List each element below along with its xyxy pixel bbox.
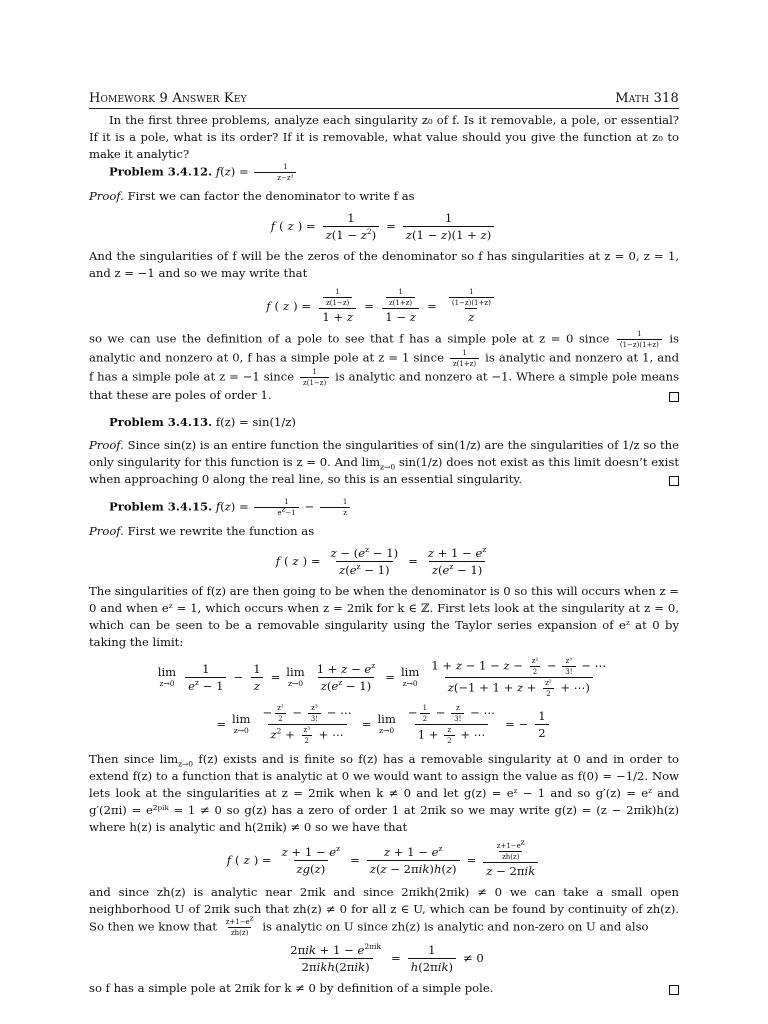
intro-paragraph: In the first three problems, analyze each singularity z₀ of f. Is it removable, a pole, or essential? If it is a pole, what is its order? If it is removable, what value should you give the function at z₀ to make it analytic? — [89, 113, 679, 161]
proof-label: Proof. — [89, 524, 124, 538]
proof-label: Proof. — [89, 438, 124, 452]
equation-limit-2: = lim z→0 − $\frac{\text{z²}}{2}$ − $\frac{\text{z³}}{3!}$ − ⋯ $z^2$ + $\frac{\text{z³}}{2}$ + ⋯ = lim z→0 − $\frac{1}{2}$ − $\frac{z}{3!}$ − ⋯ 1 + $\frac{z}{2}$ + ⋯ = − $\frac{1}{2}$ — [89, 704, 679, 745]
proof-1-singularities: And the singularities of f will be the zeros of the denominator so f has singularities at z = 0, z = 1, and z = −1 and so we may write that — [89, 249, 679, 280]
equation-partial: f ( z ) = $\frac{\frac{1}{z(1-z)}}{1 + z}$ = $\frac{\frac{1}{z(1+z)}}{1 - z}$ = $\frac{\frac{1}{(1-z)(1+z)}}{z}$ — [89, 288, 679, 324]
proof-2: Proof. Since sin(z) is an entire function the singularities of sin(1/z) are the singularities of 1/z so the only singularity for this function is z = 0. And $\lim_{z\to 0} \sin(1/z)$ does not exist as this limit doesn’t exist when approaching 0 along the real line, so this is an essential singularity. — [89, 438, 679, 486]
qed-box — [669, 392, 679, 402]
problem-3-4-12-heading: Problem 3.4.12. f(z) = $\frac{1}{\text{z−z³}}$ — [89, 163, 679, 182]
equation-limit-1: lim z→0 $\frac{1}{e^z - 1}$ − $\frac{1}{z}$ = lim z→0 $\frac{1 + z - e^z}{z(e^z - 1)}$ = lim z→0 1 + z − 1 − z − $\frac{\text{z²}}{2}$ − $\frac{\text{z³}}{3!}$ − ⋯ z(−1 + 1 + z + $\frac{\text{z²}}{2}$ + ⋯) — [157, 657, 607, 698]
document-page — [89, 90, 679, 997]
proof-1-intro: Proof. First we can factor the denominator to write f as — [89, 189, 415, 203]
qed-box — [669, 985, 679, 995]
problem-3-4-15-heading: Problem 3.4.15. f(z) = $\frac{1}{e^z-1}$ − $\frac{1}{z}$ — [89, 498, 679, 517]
equation-pole-form: f ( z ) = $\frac{z + 1 - e^z}{zg(z)}$ = $\frac{z + 1 - e^z}{\text{z(z − 2πik)h(z)}}$ = $\frac{\frac{z+1-e^z}{zh(z)}}{\text{z − 2πik}}$ — [89, 842, 679, 878]
proof-3-removable: Then since $\lim_{z\to 0} f(z)$ exists and is finite so f(z) has a removable singularity at 0 and in order to extend f(z) to a function that is analytic at 0 we would want to assign the value as f(0) = −1/2. Now lets look at the singularities at z = 2πik when k ≠ 0 and let g(z) = eᶻ − 1 and so g′(z) = eᶻ and g′(2πi) = e²ᵖⁱᵏ = 1 ≠ 0 so g(z) has a zero of order 1 at 2πik so we may write g(z) = (z − 2πik)h(z) where h(z) is analytic and h(2πik) ≠ 0 so we have that — [89, 752, 679, 834]
equation-nonzero: $\frac{2\pi ik + 1 - e^{2\pi ik}}{\text{2πikh(2πik)}}$ = $\frac{1}{\text{h(2πik)}}$ ≠ 0 — [290, 942, 484, 974]
proof-3-conclusion: so f has a simple pole at 2πik for k ≠ 0 by definition of a simple pole. — [89, 980, 679, 997]
proof-3-intro: Proof. First we rewrite the function as — [89, 524, 315, 538]
problem-3-4-13-heading: Problem 3.4.13. f(z) = sin(1/z) — [109, 415, 296, 429]
header-title: Homework 9 Answer Key — [89, 91, 247, 106]
proof-label: Proof. — [89, 189, 124, 203]
page-header — [89, 90, 679, 109]
header-course: Math 318 — [615, 91, 679, 106]
proof-3-neighborhood: and since zh(z) is analytic near 2πik and since 2πikh(2πik) ≠ 0 we can take a small open neighborhood U of 2πik such that zh(z) ≠ 0 for all z ∈ U, which can be found by continuity of zh(z). So then we know that $\frac{z+1-e^z}{zh(z)}$ is analytic on U since zh(z) is analytic and non-zero on U and also — [89, 885, 679, 937]
proof-3-singularities: The singularities of f(z) are then going to be when the denominator is 0 so this will occurs when z = 0 and when eᶻ = 1, which occurs when z = 2πik for k ∈ ℤ. First lets look at the singularity at z = 0, which can be seen to be a removable singularity using the Taylor series expansion of eᶻ at 0 by taking the limit: — [89, 584, 679, 649]
proof-1-conclusion: so we can use the definition of a pole to see that f has a simple pole at z = 0 since $\frac{1}{(1-z)(1+z)}$ is analytic and nonzero at 0, f has a simple pole at z = 1 since $\frac{1}{z(1+z)}$ is analytic and nonzero at 1, and f has a simple pole at z = −1 since $\frac{1}{z(1-z)}$ is analytic and nonzero at −1. Where a simple pole means that these are poles of order 1. — [89, 330, 680, 402]
problem-title: Problem 3.4.13. — [109, 415, 213, 429]
equation-rewrite: f ( z ) = $\frac{z - (e^z - 1)}{z(e^z - 1)}$ = $\frac{z + 1 - e^z}{z(e^z - 1)}$ — [275, 545, 487, 577]
qed-box — [669, 476, 679, 486]
equation-factor: f ( z ) = $\frac{1}{z(1 - z^2)}$ = $\frac{1}{z(1 - z)(1 + z)}$ — [89, 211, 679, 242]
problem-title: Problem 3.4.15. — [109, 499, 213, 514]
problem-title: Problem 3.4.12. — [109, 164, 213, 179]
